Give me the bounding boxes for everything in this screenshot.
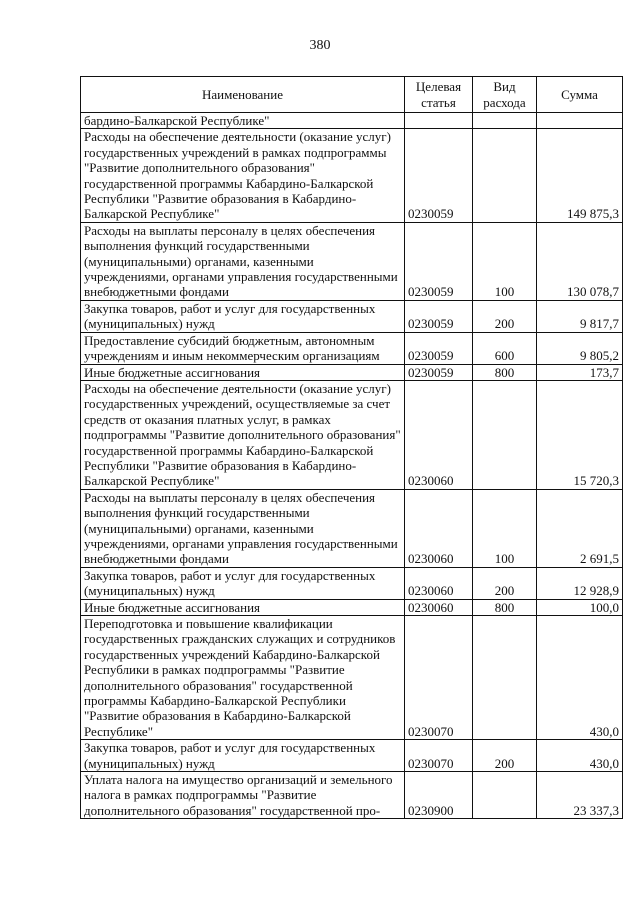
- table-row: [81, 113, 623, 129]
- table-row: [81, 222, 623, 300]
- table-row: [81, 332, 623, 364]
- row-name: Переподготовка и повышение квалификации государственных гражданских служащих и сотрудников государственных учреждений Кабардино-Балкарской Республики в рамках подпрограммы "Развитие дополнительного образования" государственной программы Кабардино-Балкарской Республики "Развитие образования в Кабардино-Балкарской Республике": [81, 616, 405, 740]
- row-sum: 2 691,5: [537, 489, 623, 567]
- row-sum: 100,0: [537, 599, 623, 615]
- row-sum: 9 817,7: [537, 300, 623, 332]
- row-expense-kind: 100: [473, 222, 537, 300]
- row-expense-kind: [473, 113, 537, 129]
- row-target-article: 0230060: [405, 567, 473, 599]
- row-target-article: 0230060: [405, 599, 473, 615]
- header-name: Наименование: [81, 77, 405, 113]
- row-expense-kind: 200: [473, 567, 537, 599]
- row-sum: 149 875,3: [537, 129, 623, 222]
- row-name: Расходы на обеспечение деятельности (оказание услуг) государственных учреждений, осуществляемые за счет средств от оказания платных услуг, в рамках подпрограммы "Развитие дополнительного образования" государственной программы Кабардино-Балкарской Республики "Развитие образования в Кабардино-Балкарской Республике": [81, 380, 405, 489]
- table-row: [81, 616, 623, 740]
- row-expense-kind: 800: [473, 364, 537, 380]
- row-sum: 430,0: [537, 740, 623, 772]
- table-row: [81, 129, 623, 222]
- table-row: [81, 740, 623, 772]
- row-name: Иные бюджетные ассигнования: [81, 599, 405, 615]
- row-sum: 9 805,2: [537, 332, 623, 364]
- row-sum: 15 720,3: [537, 380, 623, 489]
- row-target-article: 0230070: [405, 616, 473, 740]
- table-row: [81, 567, 623, 599]
- row-sum: 173,7: [537, 364, 623, 380]
- table-row: [81, 772, 623, 819]
- row-target-article: 0230900: [405, 772, 473, 819]
- row-target-article: 0230059: [405, 364, 473, 380]
- row-expense-kind: [473, 772, 537, 819]
- row-sum: 130 078,7: [537, 222, 623, 300]
- table-row: [81, 380, 623, 489]
- row-target-article: 0230060: [405, 489, 473, 567]
- header-expense-kind: Вид расхода: [473, 77, 537, 113]
- row-name: Уплата налога на имущество организаций и земельного налога в рамках подпрограммы "Развитие дополнительного образования" государственной про-: [81, 772, 405, 819]
- row-name: бардино-Балкарской Республике": [81, 113, 405, 129]
- row-expense-kind: [473, 129, 537, 222]
- row-name: Расходы на выплаты персоналу в целях обеспечения выполнения функций государственными (муниципальными) органами, казенными учреждениями, органами управления государственными внебюджетными фондами: [81, 222, 405, 300]
- row-sum: [537, 113, 623, 129]
- row-name: Расходы на выплаты персоналу в целях обеспечения выполнения функций государственными (муниципальными) органами, казенными учреждениями, органами управления государственными внебюджетными фондами: [81, 489, 405, 567]
- row-target-article: 0230070: [405, 740, 473, 772]
- row-target-article: 0230059: [405, 222, 473, 300]
- row-expense-kind: 200: [473, 740, 537, 772]
- header-sum: Сумма: [537, 77, 623, 113]
- row-target-article: 0230059: [405, 300, 473, 332]
- table-row: [81, 489, 623, 567]
- table-header-row: [81, 77, 623, 113]
- row-name: Иные бюджетные ассигнования: [81, 364, 405, 380]
- table-row: [81, 599, 623, 615]
- row-name: Закупка товаров, работ и услуг для государственных (муниципальных) нужд: [81, 567, 405, 599]
- row-name: Закупка товаров, работ и услуг для государственных (муниципальных) нужд: [81, 740, 405, 772]
- header-target-article: Целевая статья: [405, 77, 473, 113]
- row-name: Закупка товаров, работ и услуг для государственных (муниципальных) нужд: [81, 300, 405, 332]
- row-expense-kind: [473, 616, 537, 740]
- row-sum: 12 928,9: [537, 567, 623, 599]
- row-expense-kind: 800: [473, 599, 537, 615]
- row-target-article: [405, 113, 473, 129]
- row-expense-kind: 100: [473, 489, 537, 567]
- table-row: [81, 364, 623, 380]
- row-expense-kind: 200: [473, 300, 537, 332]
- row-target-article: 0230059: [405, 129, 473, 222]
- row-sum: 23 337,3: [537, 772, 623, 819]
- row-target-article: 0230060: [405, 380, 473, 489]
- page-number: 380: [309, 38, 331, 53]
- row-target-article: 0230059: [405, 332, 473, 364]
- table-row: [81, 300, 623, 332]
- row-name: Расходы на обеспечение деятельности (оказание услуг) государственных учреждений в рамках подпрограммы "Развитие дополнительного образования" государственной программы Кабардино-Балкарской Республики "Развитие образования в Кабардино-Балкарской Республике": [81, 129, 405, 222]
- row-expense-kind: 600: [473, 332, 537, 364]
- row-expense-kind: [473, 380, 537, 489]
- row-sum: 430,0: [537, 616, 623, 740]
- budget-table: [80, 76, 623, 819]
- row-name: Предоставление субсидий бюджетным, автономным учреждениям и иным некоммерческим организациям: [81, 332, 405, 364]
